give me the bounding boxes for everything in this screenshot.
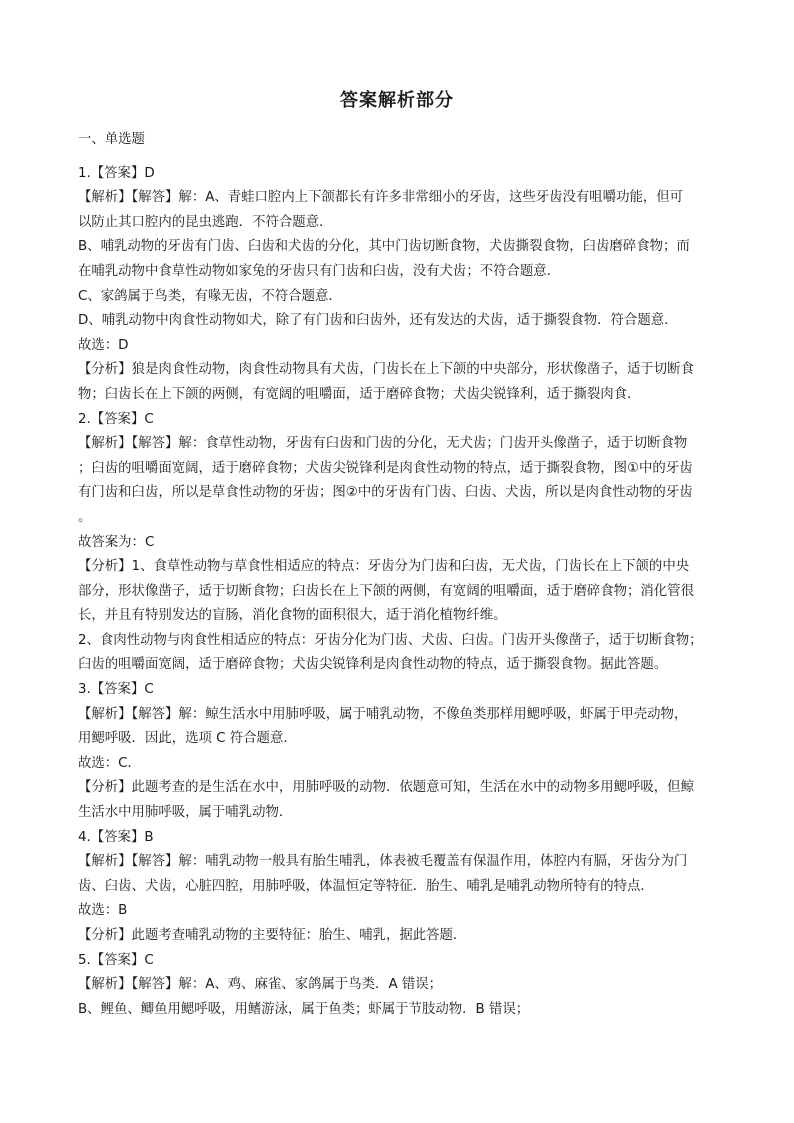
text-line: B、鲤鱼、鲫鱼用鳃呼吸，用鳍游泳，属于鱼类；虾属于节肢动物．B 错误； xyxy=(78,1001,530,1017)
text-line: 有门齿和臼齿，所以是草食性动物的牙齿；图②中的牙齿有门齿、臼齿、犬齿，所以是肉食性动物的牙齿 xyxy=(78,485,693,501)
text-line: 。 xyxy=(78,509,92,525)
text-line: 【解析】【解答】解：食草性动物，牙齿有臼齿和门齿的分化，无犬齿；门齿开头像凿子，适于切断食物 xyxy=(78,436,688,452)
text-line: 【解析】【解答】解：A、青蛙口腔内上下颌都长有许多非常细小的牙齿，这些牙齿没有咀嚼功能，但可 xyxy=(78,190,684,206)
text-line: 用鳃呼吸．因此，选项 C 符合题意． xyxy=(78,731,297,747)
text-line: 物；臼齿长在上下颌的两侧，有宽阔的咀嚼面，适于磨碎食物；犬齿尖锐锋利，适于撕裂肉食． xyxy=(78,386,641,402)
text-line: 以防止其口腔内的昆虫逃跑．不符合题意． xyxy=(78,214,333,230)
text-line: 故选：B xyxy=(78,903,128,919)
text-line: 1.【答案】D xyxy=(78,165,155,181)
text-line: 臼齿的咀嚼面宽阔，适于磨碎食物；犬齿尖锐锋利是肉食性动物的特点，适于撕裂食物。据此答题。 xyxy=(78,657,668,673)
text-line: 5.【答案】C xyxy=(78,952,154,968)
text-line: 【解析】【解答】解：哺乳动物一般具有胎生哺乳，体表被毛覆盖有保温作用，体腔内有膈，牙齿分为门 xyxy=(78,854,688,870)
text-line: 【解析】【解答】解：鲸生活水中用肺呼吸，属于哺乳动物，不像鱼类那样用鳃呼吸，虾属于甲壳动物， xyxy=(78,706,688,722)
section-heading: 一、单选题 xyxy=(78,132,145,147)
text-line: ；臼齿的咀嚼面宽阔，适于磨碎食物；犬齿尖锐锋利是肉食性动物的特点，适于撕裂食物，图①中的牙齿 xyxy=(78,460,693,476)
text-line: 3.【答案】C xyxy=(78,682,154,698)
answer-body xyxy=(78,128,718,1022)
text-line: 【分析】狼是肉食性动物，肉食性动物具有犬齿，门齿长在上下颌的中央部分，形状像凿子，适于切断食 xyxy=(78,362,694,378)
text-line: C、家鸽属于鸟类，有喙无齿，不符合题意． xyxy=(78,288,342,304)
text-line: 【分析】此题考查的是生活在水中，用肺呼吸的动物．依题意可知，生活在水中的动物多用鳃呼吸，但鲸 xyxy=(78,780,694,796)
page-title: 答案解析部分 xyxy=(340,90,454,111)
text-line: 生活水中用肺呼吸，属于哺乳动物． xyxy=(78,805,293,821)
text-line: 在哺乳动物中食草性动物如家兔的牙齿只有门齿和臼齿，没有犬齿；不符合题意． xyxy=(78,263,561,279)
text-line: 部分，形状像凿子，适于切断食物；臼齿长在上下颌的两侧，有宽阔的咀嚼面，适于磨碎食物；消化管很 xyxy=(78,583,694,599)
text-line: 4.【答案】B xyxy=(78,829,154,845)
text-line: B、哺乳动物的牙齿有门齿、臼齿和犬齿的分化，其中门齿切断食物，犬齿撕裂食物，臼齿磨碎食物；而 xyxy=(78,239,690,255)
text-line: 长，并且有特别发达的盲肠，消化食物的面积很大，适于消化植物纤维。 xyxy=(78,608,507,624)
text-line: 【分析】1、食草性动物与草食性相适应的特点：牙齿分为门齿和臼齿，无犬齿，门齿长在上下颌的中央 xyxy=(78,559,690,575)
text-line: 2、食肉性动物与肉食性相适应的特点：牙齿分化为门齿、犬齿、臼齿。门齿开头像凿子，适于切断食物； xyxy=(78,632,703,648)
text-line: 齿、臼齿、犬齿，心脏四腔，用肺呼吸，体温恒定等特征．胎生、哺乳是哺乳动物所特有的特点． xyxy=(78,878,654,894)
text-line: 故选：C． xyxy=(78,755,141,771)
text-line: 故答案为：C xyxy=(78,534,155,550)
text-line: 2.【答案】C xyxy=(78,411,154,427)
text-line: 【解析】【解答】解：A、鸡、麻雀、家鸽属于鸟类．A 错误； xyxy=(78,977,443,993)
text-line: 故选：D xyxy=(78,337,129,353)
answer-lines xyxy=(78,162,718,1023)
text-line: D、哺乳动物中肉食性动物如犬，除了有门齿和臼齿外，还有发达的犬齿，适于撕裂食物．符合题意． xyxy=(78,313,678,329)
text-line: 【分析】此题考查哺乳动物的主要特征：胎生、哺乳，据此答题． xyxy=(78,928,467,943)
